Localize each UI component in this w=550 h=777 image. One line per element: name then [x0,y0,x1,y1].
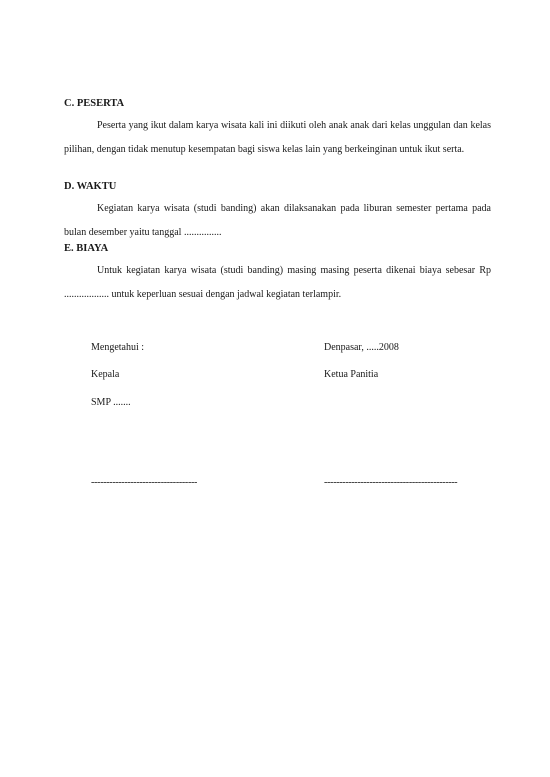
section-heading: C. PESERTA [64,98,125,109]
place-date: Denpasar, .....2008 [324,342,399,353]
section-paragraph: Kegiatan karya wisata (studi banding) akan dilaksanakan pada liburan semester pertama pada bulan desember yaitu tanggal ............... [64,203,491,238]
acknowledged-label: Mengetahui : [91,342,145,353]
section-peserta [64,97,491,162]
section-waktu [64,180,491,245]
section-biaya [64,242,491,307]
committee-chair-title: Ketua Panitia [324,369,379,380]
principal-title: Kepala [91,369,120,380]
signature-line-right: -------------------------------------------- [324,477,458,488]
school-name: SMP ....... [91,397,131,408]
section-paragraph: Peserta yang ikut dalam karya wisata kali ini diikuti oleh anak anak dari kelas unggulan dan kelas pilihan, dengan tidak menutup kesempatan bagi siswa kelas lain yang berkeinginan untuk ikut serta. [64,120,491,155]
section-heading: E. BIAYA [64,243,109,254]
signature-line-left: ----------------------------------- [91,477,198,488]
section-paragraph: Untuk kegiatan karya wisata (studi banding) masing masing peserta dikenai biaya sebesar Rp .................. untuk keperluan sesuai dengan jadwal kegiatan terlampir. [64,265,491,300]
section-heading: D. WAKTU [64,181,117,192]
